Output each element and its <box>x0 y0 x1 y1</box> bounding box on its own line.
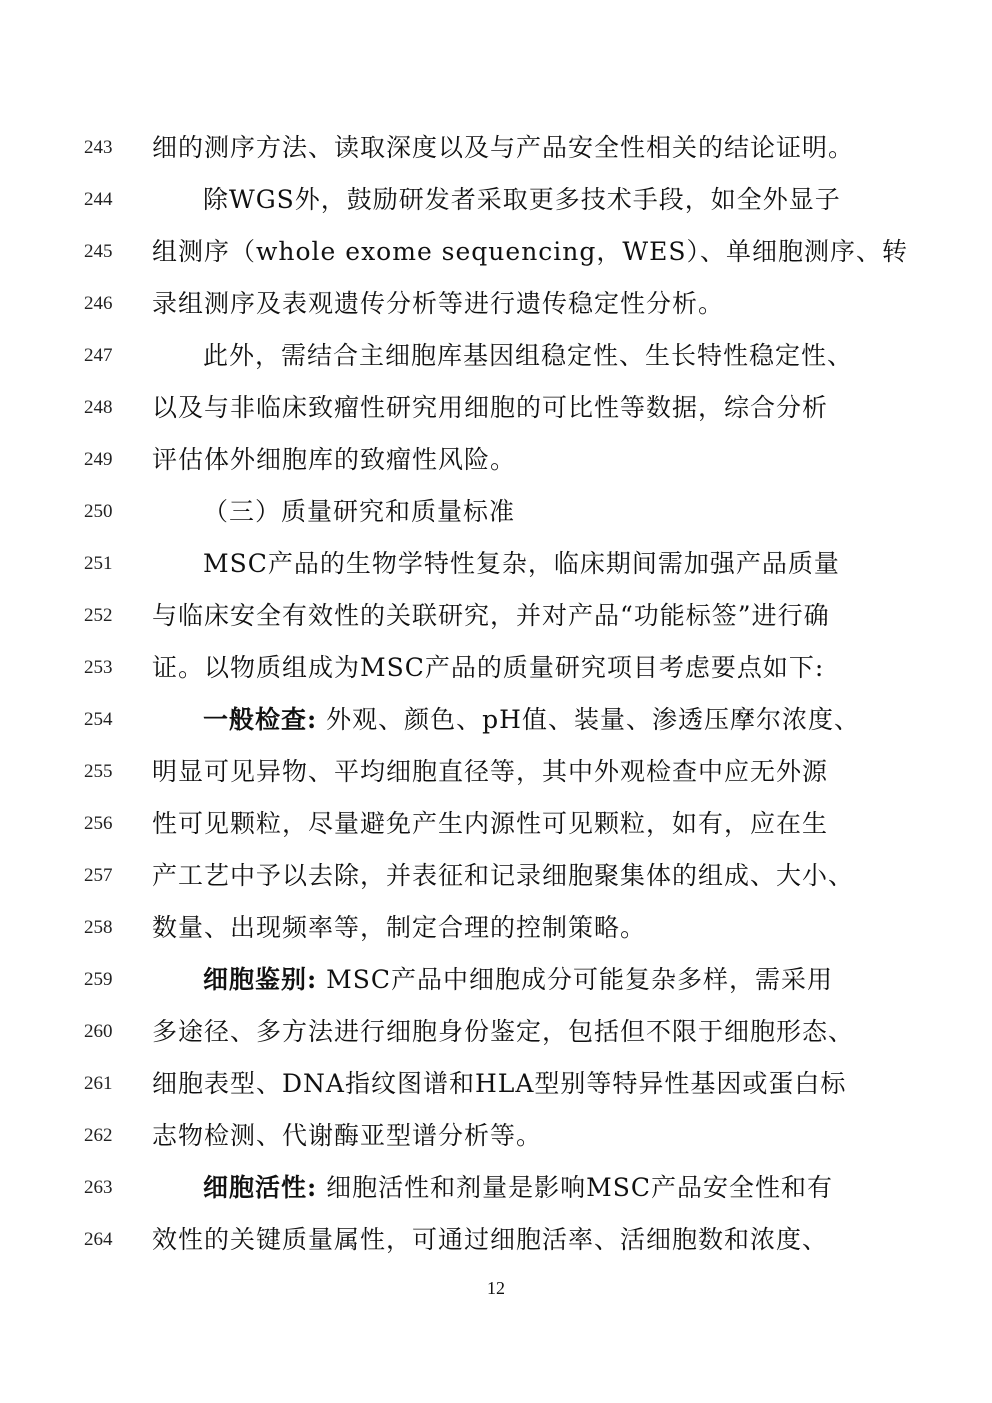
line-text <box>152 1110 852 1162</box>
line-number: 254 <box>84 709 113 730</box>
line-text <box>152 1006 855 1058</box>
line-text <box>152 226 908 278</box>
line-text <box>152 122 855 174</box>
line-content: 志物检测、代谢酶亚型谱分析等。 <box>152 1121 543 1150</box>
line-content: 除WGS外，鼓励研发者采取更多技术手段，如全外显子 <box>203 185 841 214</box>
line-content: 此外，需结合主细胞库基因组稳定性、生长特性稳定性、 <box>203 341 854 370</box>
text-line <box>0 590 992 642</box>
line-content: MSC产品中细胞成分可能复杂多样，需采用 <box>317 965 834 994</box>
line-number: 259 <box>84 969 113 990</box>
line-content: 细的测序方法、读取深度以及与产品安全性相关的结论证明。 <box>152 133 855 162</box>
text-line <box>0 850 992 902</box>
line-text <box>152 1058 852 1110</box>
line-number: 262 <box>84 1125 113 1146</box>
line-number: 260 <box>84 1021 113 1042</box>
line-text <box>203 1162 903 1214</box>
bold-heading: 细胞鉴别: <box>203 965 318 994</box>
line-number: 253 <box>84 657 113 678</box>
line-number: 245 <box>84 241 113 262</box>
line-number: 249 <box>84 449 113 470</box>
text-line <box>0 122 992 174</box>
line-content: 组测序（whole exome sequencing，WES）、单细胞测序、转 <box>152 237 908 266</box>
line-text <box>203 486 903 538</box>
line-text <box>152 382 852 434</box>
line-content: 多途径、多方法进行细胞身份鉴定，包括但不限于细胞形态、 <box>152 1017 855 1046</box>
line-text <box>152 798 852 850</box>
text-line <box>0 1110 992 1162</box>
line-number: 246 <box>84 293 113 314</box>
line-text <box>203 694 903 746</box>
line-content: 明显可见异物、平均细胞直径等，其中外观检查中应无外源 <box>152 757 829 786</box>
line-content: 评估体外细胞库的致瘤性风险。 <box>152 445 517 474</box>
text-line <box>0 486 992 538</box>
line-text <box>152 902 852 954</box>
text-line <box>0 798 992 850</box>
line-content: 以及与非临床致瘤性研究用细胞的可比性等数据，综合分析 <box>152 393 829 422</box>
line-text <box>152 590 852 642</box>
text-line <box>0 278 992 330</box>
line-text <box>203 538 903 590</box>
text-line <box>0 694 992 746</box>
page-number: 12 <box>487 1278 505 1298</box>
line-text <box>203 954 903 1006</box>
line-number: 258 <box>84 917 113 938</box>
line-text <box>203 330 903 382</box>
text-line <box>0 1214 992 1266</box>
line-number: 255 <box>84 761 113 782</box>
line-text <box>152 278 852 330</box>
text-line <box>0 1006 992 1058</box>
line-content: 细胞活性和剂量是影响MSC产品安全性和有 <box>317 1173 834 1202</box>
line-text <box>152 746 852 798</box>
text-line <box>0 538 992 590</box>
line-number: 244 <box>84 189 113 210</box>
text-line <box>0 902 992 954</box>
line-content: 效性的关键质量属性，可通过细胞活率、活细胞数和浓度、 <box>152 1225 829 1254</box>
line-content: （三）质量研究和质量标准 <box>203 497 516 526</box>
line-number: 257 <box>84 865 113 886</box>
bold-heading: 一般检查: <box>203 705 318 734</box>
line-text <box>203 174 903 226</box>
line-number: 247 <box>84 345 113 366</box>
text-line <box>0 174 992 226</box>
line-number: 248 <box>84 397 113 418</box>
line-number: 252 <box>84 605 113 626</box>
line-content: 性可见颗粒，尽量避免产生内源性可见颗粒，如有，应在生 <box>152 809 829 838</box>
text-line <box>0 746 992 798</box>
line-content: MSC产品的生物学特性复杂，临床期间需加强产品质量 <box>203 549 840 578</box>
line-content: 录组测序及表观遗传分析等进行遗传稳定性分析。 <box>152 289 725 318</box>
line-content: 产工艺中予以去除，并表征和记录细胞聚集体的组成、大小、 <box>152 861 855 890</box>
text-line <box>0 1058 992 1110</box>
line-number: 251 <box>84 553 113 574</box>
text-line <box>0 382 992 434</box>
text-line <box>0 434 992 486</box>
text-line <box>0 1162 992 1214</box>
bold-heading: 细胞活性: <box>203 1173 318 1202</box>
line-number: 250 <box>84 501 113 522</box>
line-text <box>152 434 852 486</box>
line-text <box>152 642 852 694</box>
line-content: 细胞表型、DNA指纹图谱和HLA型别等特异性基因或蛋白标 <box>152 1069 847 1098</box>
line-text <box>152 1214 852 1266</box>
line-number: 261 <box>84 1073 113 1094</box>
line-text <box>152 850 855 902</box>
line-content: 数量、出现频率等，制定合理的控制策略。 <box>152 913 647 942</box>
text-line <box>0 954 992 1006</box>
line-number: 243 <box>84 137 113 158</box>
line-number: 256 <box>84 813 113 834</box>
line-number: 263 <box>84 1177 113 1198</box>
text-line <box>0 330 992 382</box>
line-content: 证。以物质组成为MSC产品的质量研究项目考虑要点如下: <box>152 653 825 682</box>
line-number: 264 <box>84 1229 113 1250</box>
text-line <box>0 226 992 278</box>
line-content: 外观、颜色、pH值、装量、渗透压摩尔浓度、 <box>317 705 860 734</box>
line-content: 与临床安全有效性的关联研究，并对产品“功能标签”进行确 <box>152 601 830 630</box>
text-line <box>0 642 992 694</box>
